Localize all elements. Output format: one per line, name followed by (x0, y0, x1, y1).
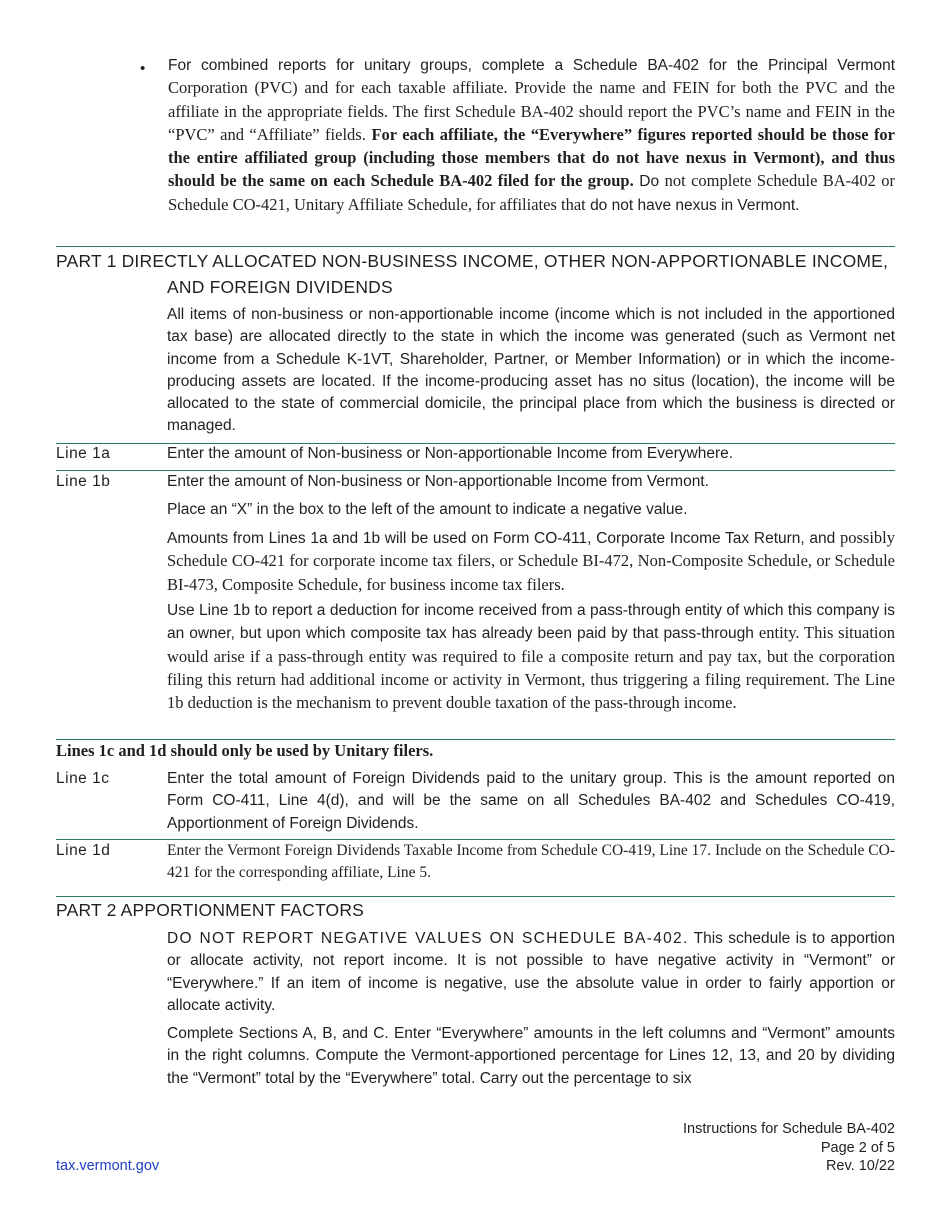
line-1c-text: Enter the total amount of Foreign Dividends paid to the unitary group. This is the amount reported on Form CO-411, Line 4(d), and will be the same on all Schedules BA-402 and Schedules CO-419, Apportionment of Foreign Dividends. (167, 770, 895, 832)
part2-intro-rest: This schedule is to apportion or allocate activity, not report income. It is not possible to have negative activity in “Vermont” or “Everywhere.” If an item of income is negative, use the absolute value in order to fairly apportion or allocate activity. (167, 930, 895, 1014)
line-1b-amounts-note (167, 527, 895, 597)
part1-intro: All items of non-business or non-apportionable income (income which is not included in the apportioned tax base) are allocated directly to the state in which the income was generated (such as Vermont net income from a Schedule K-1VT, Shareholder, Partner, or Member Information) or in which the income-producing assets are located. If the income-producing asset has no situs (location), the income will be allocated to the state of commercial domicile, the principal place from which the business is directed or managed. (167, 306, 895, 435)
part2-sections-text: Complete Sections A, B, and C. Enter “Everywhere” amounts in the left columns and “Vermont” amounts in the right columns. Compute the Vermont-apportioned percentage for Lines 12, 13, and 20 by dividing the “Vermont” total by the “Everywhere” total. Carry out the percentage to six (167, 1025, 895, 1087)
line-1b-deduction-note-b: entity. This situation would arise if a pass-through entity was required to file a composite return and pay tax, but the corporation filing this return had additional income or activity in Vermont, thus triggering a filing requirement. The Line 1b deduction is the mechanism to prevent double taxation of the pass-through income. (167, 623, 895, 713)
footer-info (683, 1120, 895, 1176)
part2-caps-warning: DO NOT REPORT NEGATIVE VALUES ON SCHEDULE BA-402. (167, 930, 689, 947)
unitary-note: Lines 1c and 1d should only be used by Unitary filers. (56, 741, 434, 760)
line-1a-label: Line 1a (56, 445, 111, 462)
line-1a-text: Enter the amount of Non-business or Non-apportionable Income from Everywhere. (167, 445, 734, 462)
bullet-text (168, 55, 895, 217)
line-1d-label: Line 1d (56, 842, 111, 859)
line-1b-deduction-note (167, 600, 895, 715)
line-1b-amounts-note-a: Amounts from Lines 1a and 1b will be used on Form CO-411, Corporate Income Tax Return, and (167, 530, 836, 547)
part1-title (56, 248, 896, 300)
line-1d-text: Enter the Vermont Foreign Dividends Taxable Income from Schedule CO-419, Line 17. Include on the Schedule CO-421 for the corresponding affiliate, Line 5. (167, 842, 895, 882)
part1-title-line2: AND FOREIGN DIVIDENDS (167, 277, 393, 297)
line-1b-text: Enter the amount of Non-business or Non-apportionable Income from Vermont. (167, 473, 709, 490)
line-1b-label: Line 1b (56, 473, 111, 490)
footer-page-number: Page 2 of 5 (820, 1139, 895, 1156)
divider (56, 246, 895, 247)
line-1b-amounts-note-b: possibly Schedule CO-421 for corporate income tax filers, or Schedule BI-472, Non-Composite Schedule, or Schedule BI-473, Composite Schedule, for business income tax filers. (167, 528, 895, 594)
part2-title: PART 2 APPORTIONMENT FACTORS (56, 900, 365, 920)
part1-title-line1: PART 1 DIRECTLY ALLOCATED NON-BUSINESS INCOME, OTHER NON-APPORTIONABLE INCOME, (56, 251, 889, 271)
line-1b-deduction-note-a: Use Line 1b to report a deduction for income received from a pass-through entity of which this company is an owner, but upon which composite tax has already been paid by that pass-through (167, 602, 895, 643)
line-1b-negative-note: Place an “X” in the box to the left of the amount to indicate a negative value. (167, 501, 688, 518)
bullet-seg2: Corporation (PVC) and for each taxable affiliate. Provide the name and FEIN for both the PVC and the affiliate in the appropriate fields. The first Schedule BA-402 should report the PVC’s name and FEIN in the “PVC” and “Affiliate” fields. (168, 78, 895, 144)
bullet-seg3-bold: For each affiliate, the “Everywhere” figures reported should be those for the entire affiliated group (including those members that do not have nexus in Vermont), and thus should be the same on each Schedule BA-402 filed for the group. (168, 124, 896, 191)
bullet-seg5: not complete Schedule BA-402 or Schedule CO-421, Unitary Affiliate Schedule, for affiliates that (168, 171, 896, 214)
bullet-seg4: Do (639, 173, 660, 191)
website-link[interactable]: tax.vermont.gov (56, 1158, 160, 1174)
bullet-seg6: do not have nexus in Vermont. (590, 196, 800, 214)
unitary-bullet (140, 55, 895, 217)
part2-intro (167, 928, 895, 1017)
footer-revision: Rev. 10/22 (825, 1158, 895, 1174)
bullet-marker: • (140, 60, 146, 77)
footer-doc-title: Instructions for Schedule BA-402 (683, 1121, 895, 1137)
line-1c-label: Line 1c (56, 770, 110, 787)
bullet-seg1: For combined reports for unitary groups, complete a Schedule BA-402 for the Principal Vermont (168, 57, 895, 74)
